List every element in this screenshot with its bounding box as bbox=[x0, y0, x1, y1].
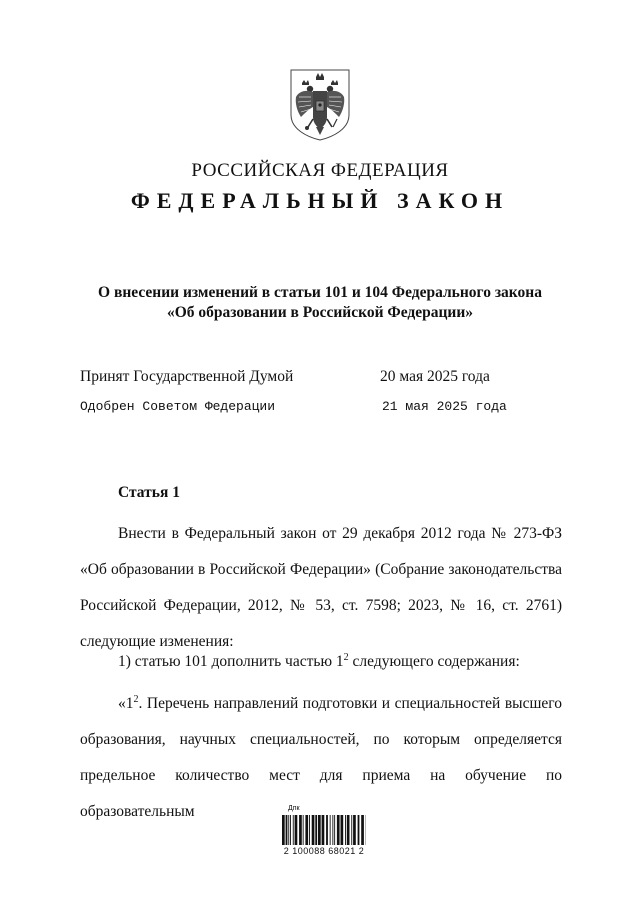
barcode-bar bbox=[334, 815, 335, 845]
item-text-suffix: следующего содержания: bbox=[348, 653, 520, 670]
barcode-bar bbox=[330, 815, 331, 845]
barcode-bar bbox=[312, 815, 315, 845]
barcode-bar bbox=[326, 815, 328, 845]
law-type-title: ФЕДЕРАЛЬНЫЙ ЗАКОН bbox=[130, 188, 510, 213]
barcode-bar bbox=[347, 815, 350, 845]
barcode bbox=[282, 805, 366, 856]
coat-of-arms-icon bbox=[287, 67, 353, 142]
quote-text: . Перечень направлений подготовки и специальностей высшего образования, научных специальностей, по которым определяется предельное количество мест для приема на обучение по образовательным bbox=[80, 695, 562, 820]
barcode-bar bbox=[345, 815, 346, 845]
barcode-bar bbox=[305, 815, 308, 845]
adoption-label: Принят Государственной Думой bbox=[80, 368, 294, 385]
adoption-row-duma bbox=[80, 368, 490, 386]
barcode-bar bbox=[361, 815, 364, 845]
barcode-bar bbox=[318, 815, 321, 845]
item-superscript: 2 bbox=[343, 651, 349, 663]
barcode-bar bbox=[288, 815, 289, 845]
item-text: 1) статью 101 дополнить частью 1 bbox=[118, 653, 344, 670]
barcode-bar bbox=[286, 815, 288, 845]
barcode-bar bbox=[353, 815, 356, 845]
barcode-number: 2 100088 68021 2 bbox=[283, 846, 365, 856]
country-title: РОССИЙСКАЯ ФЕДЕРАЦИЯ bbox=[191, 160, 449, 181]
barcode-bar bbox=[351, 815, 352, 845]
adoption-label: Одобрен Советом Федерации bbox=[80, 399, 276, 414]
adoption-row-federation-council bbox=[80, 399, 507, 414]
barcode-bar bbox=[282, 815, 285, 845]
barcode-bar bbox=[295, 815, 298, 845]
law-subject bbox=[60, 283, 580, 323]
law-subject-line-1: О внесении изменений в статьи 101 и 104 Федерального закона bbox=[98, 284, 542, 301]
barcode-bar bbox=[322, 815, 325, 845]
barcode-bar bbox=[315, 815, 317, 845]
barcode-bar bbox=[293, 815, 294, 845]
adoption-date: 20 мая 2025 года bbox=[380, 368, 490, 385]
barcode-mark: Дпк bbox=[288, 805, 300, 812]
quote-open: «1 bbox=[118, 695, 134, 712]
article-heading: Статья 1 bbox=[118, 484, 180, 501]
barcode-bar bbox=[337, 815, 340, 845]
law-subject-line-2: «Об образовании в Российской Федерации» bbox=[166, 304, 474, 321]
barcode-bar bbox=[290, 815, 291, 845]
quote-superscript: 2 bbox=[133, 693, 139, 705]
article-intro-paragraph: Внести в Федеральный закон от 29 декабря 2012 года № 273-ФЗ «Об образовании в Российской Федерации» (Собрание законодательства Российской Федерации, 2012, № 53, ст. 7598; 2023, № 16, ст. 2761) следующие изменения: bbox=[80, 525, 562, 650]
barcode-bar bbox=[341, 815, 344, 845]
barcode-bar bbox=[358, 815, 360, 845]
barcode-bars bbox=[282, 815, 366, 845]
adoption-date: 21 мая 2025 года bbox=[382, 399, 507, 414]
amendment-item-1 bbox=[80, 652, 562, 672]
barcode-bar bbox=[303, 815, 304, 845]
barcode-bar bbox=[309, 815, 310, 845]
barcode-bar bbox=[332, 815, 333, 845]
barcode-bar bbox=[299, 815, 302, 845]
